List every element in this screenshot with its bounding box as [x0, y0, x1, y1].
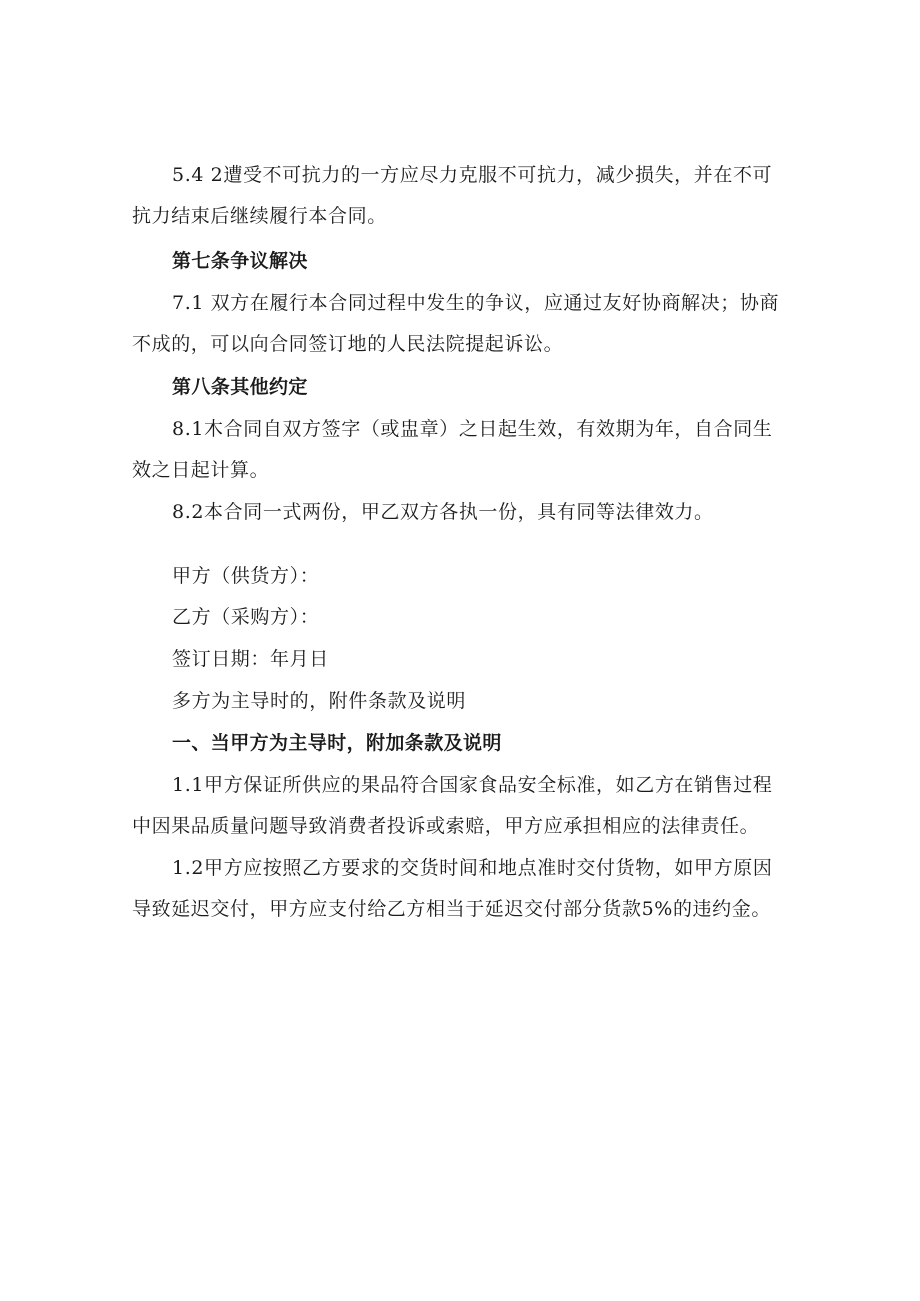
clause-8-2: 8.2本合同一式两份，甲乙双方各执一份，具有同等法律效力。	[172, 501, 714, 523]
clause-5-4-2-line-1: 5.4 2遭受不可抗力的一方应尽力克服不可抗力，减少损失，并在不可	[172, 164, 773, 186]
sign-date: 签订日期：年月日	[172, 648, 329, 670]
party-a-signature: 甲方（供货方）：	[172, 565, 320, 587]
article-8-heading: 第八条其他约定	[172, 376, 308, 398]
party-b-signature: 乙方（采购方）：	[172, 606, 320, 628]
clause-8-1-line-2: 效之日起计算。	[132, 459, 270, 481]
article-7-heading: 第七条争议解决	[172, 250, 308, 272]
clause-1-2-line-1: 1.2甲方应按照乙方要求的交货时间和地点准时交付货物，如甲方原因	[172, 857, 773, 879]
clause-1-2-line-2: 导致延迟交付，甲方应支付给乙方相当于延迟交付部分货款5%的违约金。	[132, 898, 771, 920]
clause-1-1-line-2: 中因果品质量问题导致消费者投诉或索赔，甲方应承担相应的法律责任。	[132, 815, 760, 837]
clause-7-1-line-1: 7.1 双方在履行本合同过程中发生的争议，应通过友好协商解决；协商	[172, 292, 780, 314]
clause-8-1-line-1: 8.1木合同自双方签字（或盅章）之日起生效，有效期为年，自合同生	[172, 418, 773, 440]
section-1-heading: 一、当甲方为主导时，附加条款及说明	[172, 732, 502, 754]
clause-5-4-2-line-2: 抗力结束后继续履行本合同。	[132, 205, 387, 227]
clause-7-1-line-2: 不成的，可以向合同签订地的人民法院提起诉讼。	[132, 333, 564, 355]
appendix-intro: 多方为主导时的，附件条款及说明	[172, 690, 467, 712]
clause-1-1-line-1: 1.1甲方保证所供应的果品符合国家食品安全标准，如乙方在销售过程	[172, 774, 773, 796]
